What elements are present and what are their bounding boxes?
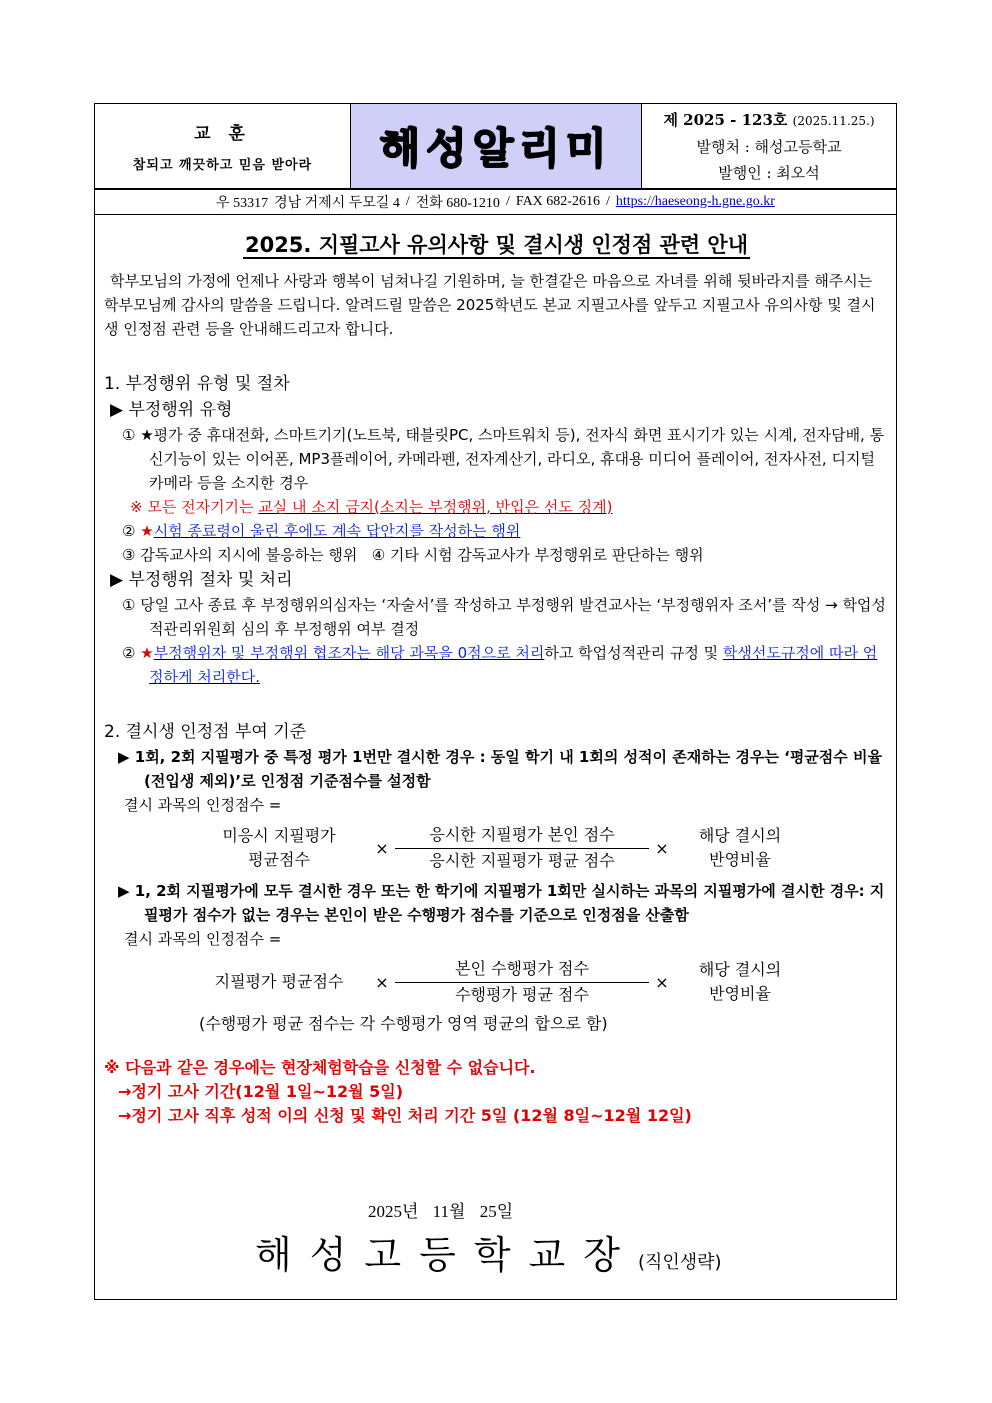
misconduct-type-4: ④ 기타 시험 감독교사가 부정행위로 판단하는 행위 xyxy=(371,546,704,564)
procedure-item-2 xyxy=(104,641,889,689)
multiply-sign: × xyxy=(655,972,669,992)
document-title xyxy=(104,229,889,259)
newsletter-frame xyxy=(94,103,897,1300)
school-motto xyxy=(95,104,351,188)
signature-text: 해성고등학교장 xyxy=(255,1233,638,1277)
issue-info xyxy=(642,104,896,188)
formula-right xyxy=(675,958,805,1006)
star-icon: ★ xyxy=(140,522,154,540)
formula-left-line1: 미응시 지필평가 xyxy=(222,826,336,845)
formula-fraction xyxy=(395,823,649,873)
formula-left xyxy=(189,970,369,994)
misconduct-types-heading: ▶ 부정행위 유형 xyxy=(110,400,233,420)
street-address: 경남 거제시 두모길 4 xyxy=(274,196,400,211)
item-marker: ② xyxy=(122,644,136,662)
issue-date: (2025.11.25.) xyxy=(792,113,875,128)
separator: / xyxy=(605,194,610,209)
motto-title: 교 훈 xyxy=(194,124,251,144)
issue-number-text: 제 2025 - 123호 xyxy=(663,110,788,129)
formula-label-2: 결시 과목의 인정점수 = xyxy=(124,930,282,948)
publisher: 발행처 : 해성고등학교 xyxy=(696,137,842,156)
item-marker: ① xyxy=(122,426,136,444)
newsletter-header xyxy=(95,104,896,190)
multiply-sign: × xyxy=(375,838,389,858)
field-trip-warning: ※ 다음과 같은 경우에는 현장체험학습을 신청할 수 없습니다. xyxy=(104,1058,536,1077)
formula-left-line2: 평균점수 xyxy=(248,850,310,869)
electronic-device-note xyxy=(104,495,889,519)
item-text: 시험 종료령이 울린 후에도 계속 답안지를 작성하는 행위 xyxy=(153,522,521,540)
separator: / xyxy=(405,194,410,209)
zero-score-rule: 부정행위자 및 부정행위 협조자는 해당 과목을 0점으로 처리 xyxy=(153,644,545,662)
formula-right-line1: 해당 결시의 xyxy=(698,826,782,845)
formula-1 xyxy=(189,823,889,873)
note-emphasis: 교실 내 소지 금지(소지는 부정행위, 반입은 선도 징계) xyxy=(258,498,613,516)
numerator: 본인 수행평가 점수 xyxy=(395,957,649,983)
absence-case-1: ▶ 1회, 2회 지필평가 중 특정 평가 1번만 결시한 경우 : 동일 학기 내 1회의 성적이 존재하는 경우는 ‘평균점수 비율(전입생 제외)’로 인정점 기준점수를 설정함 xyxy=(118,748,882,790)
section1-heading: 1. 부정행위 유형 및 절차 xyxy=(104,374,290,394)
banner-title: 해성알리미 xyxy=(379,124,613,173)
issue-number xyxy=(663,107,874,134)
denominator: 응시한 지필평가 평균 점수 xyxy=(429,851,615,870)
misconduct-type-1 xyxy=(104,423,889,495)
formula-right-line1: 해당 결시의 xyxy=(698,960,782,979)
item-text: 당일 고사 종료 후 부정행위의심자는 ‘자술서’를 작성하고 부정행위 발견교사는 ‘부정행위자 조서’를 작성 → 학업성적관리위원회 심의 후 부정행위 여부 결정 xyxy=(140,596,886,638)
star-icon: ★ xyxy=(140,644,154,662)
item-marker: ① xyxy=(122,596,136,614)
formula-left-line1: 지필평가 평균점수 xyxy=(214,972,344,991)
address-bar xyxy=(95,190,896,215)
misconduct-type-2 xyxy=(104,519,889,543)
item-marker: ② xyxy=(122,522,136,540)
formula-2 xyxy=(189,957,889,1007)
website-link[interactable]: https://haeseong-h.gne.go.kr xyxy=(615,194,775,209)
issue-date-footer: 2025년 11월 25일 xyxy=(368,1202,514,1221)
formula-note: (수행평가 평균 점수는 각 수행평가 영역 평균의 합으로 함) xyxy=(199,1014,608,1033)
denominator: 수행평가 평균 점수 xyxy=(455,985,589,1004)
absence-case-2: ▶ 1, 2회 지필평가에 모두 결시한 경우 또는 한 학기에 지필평가 1회만 실시하는 과목의 지필평가에 결시한 경우: 지필평가 점수가 없는 경우는 본인이 받은 수행평가 점수를 기준으로 인정점을 산출함 xyxy=(118,882,885,924)
seal-omitted-note: (직인생략) xyxy=(637,1252,722,1273)
phone: 전화 680-1210 xyxy=(415,196,500,211)
misconduct-type-3: ③ 감독교사의 지시에 불응하는 행위 xyxy=(122,546,358,564)
formula-label-1: 결시 과목의 인정점수 = xyxy=(124,796,282,814)
warning-item-1: →정기 고사 기간(12월 1일~12월 5일) xyxy=(118,1082,404,1101)
intro-paragraph: 학부모님의 가정에 언제나 사랑과 행복이 넘쳐나길 기원하며, 늘 한결같은 마음으로 자녀를 위해 뒷바라지를 해주시는 학부모님께 감사의 말씀을 드립니다. 알려드릴 말씀은 2025학년도 본교 지필고사를 앞두고 지필고사 유의사항 및 결시생 인정점 관련 등을 안내해드리고자 합니다. xyxy=(104,272,876,338)
item-text: ★평가 중 휴대전화, 스마트기기(노트북, 태블릿PC, 스마트워치 등), 전자식 화면 표시기가 있는 시계, 전자담배, 통신기능이 있는 이어폰, MP3플레이어, 카메라펜, 전자계산기, 라디오, 휴대용 미디어 플레이어, 전자사전, 디지털 카메라 등을 소지한 경우 xyxy=(140,426,885,492)
motto-text: 참되고 깨끗하고 믿음 받아라 xyxy=(132,158,313,173)
discipline-rule: 학생선도규정에 따라 엄정하게 처리한다. xyxy=(149,644,878,686)
formula-right xyxy=(675,824,805,872)
formula-right-line2: 반영비율 xyxy=(709,850,771,869)
warning-item-2: →정기 고사 직후 성적 이의 신청 및 확인 처리 기간 5일 (12월 8일~12월 12일) xyxy=(118,1106,692,1125)
multiply-sign: × xyxy=(375,972,389,992)
procedure-item-1 xyxy=(104,593,889,641)
misconduct-type-3-4 xyxy=(104,543,889,567)
principal-signature xyxy=(255,1224,722,1279)
issuer: 발행인 : 최오석 xyxy=(718,163,820,182)
separator: / xyxy=(505,194,510,209)
formula-right-line2: 반영비율 xyxy=(709,984,771,1003)
formula-left xyxy=(189,824,369,872)
postal-code: 우 53317 xyxy=(216,196,269,211)
formula-fraction xyxy=(395,957,649,1007)
newsletter-banner xyxy=(351,104,642,188)
item-text: 하고 학업성적관리 규정 및 xyxy=(544,644,723,662)
section2-heading: 2. 결시생 인정점 부여 기준 xyxy=(104,722,307,742)
fax: FAX 682-2616 xyxy=(515,194,600,209)
numerator: 응시한 지필평가 본인 점수 xyxy=(395,823,649,849)
multiply-sign: × xyxy=(655,838,669,858)
misconduct-procedure-heading: ▶ 부정행위 절차 및 처리 xyxy=(110,570,293,590)
note-prefix: ※ 모든 전자기기는 xyxy=(130,498,259,516)
document-title-text: 2025. 지필고사 유의사항 및 결시생 인정점 관련 안내 xyxy=(244,233,749,257)
document-body xyxy=(95,229,896,1128)
